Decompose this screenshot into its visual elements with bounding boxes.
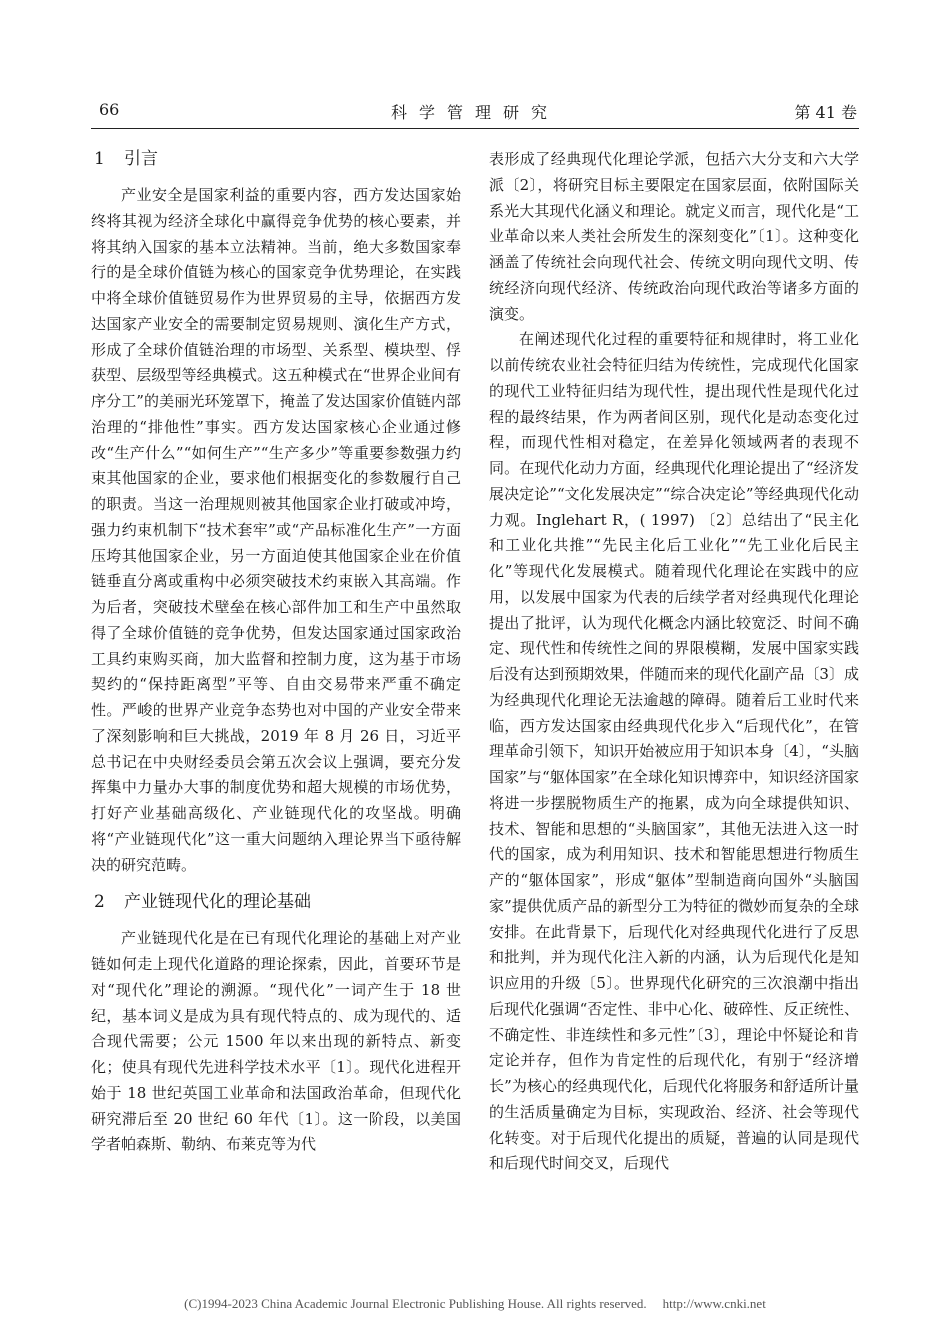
running-header xyxy=(91,100,859,128)
body-paragraph: 在阐述现代化过程的重要特征和规律时，将工业化以前传统农业社会特征归结为传统性，完成现代化国家的现代工业特征归结为现代性，提出现代性是现代化过程的最终结果，作为两者间区别，现代化是动态变化过程，而现代性相对稳定，在差异化领域两者的表现不同。在现代化动力方面，经典现代化理论提出了“经济发展决定论”“文化发展决定”“综合决定论”等经典现代化动力观。Inglehart R，( 1997) 〔2〕总结出了“民主化和工业化共推”“先民主化后工业化”“先工业化后民主化”等现代化发展模式。随着现代化理论在实践中的应用，以发展中国家为代表的后续学者对经典现代化理论提出了批评，认为现代化概念内涵比较宽泛、时间不确定、现代性和传统性之间的界限模糊，发展中国家实践后没有达到预期效果，伴随而来的现代化副产品〔3〕成为经典现代化理论无法逾越的障碍。随着后工业时代来临，西方发达国家由经典现代化步入“后现代化”，在管理革命引领下，知识开始被应用于知识本身〔4〕，“头脑国家”与“躯体国家”在全球化知识博弈中，知识经济国家将进一步摆脱物质生产的拖累，成为向全球提供知识、技术、智能和思想的“头脑国家”，其他无法进入这一时代的国家，成为利用知识、技术和智能思想进行物质生产的“躯体国家”，形成“躯体”型制造商向国外“头脑国家”提供优质产品的新型分工为特征的微妙而复杂的全球安排。在此背景下，后现代化对经典现代化进行了反思和批判，并为现代化注入新的内涵，认为后现代化是知识应用的升级〔5〕。世界现代化研究的三次浪潮中指出后现代化强调“否定性、非中心化、破碎性、反正统性、不确定性、非连续性和多元性”〔3〕，理论中怀疑论和肯定论并存，但作为肯定性的后现代化，有别于“经济增长”为核心的经典现代化，后现代化将服务和舒适所计量的生活质量确定为目标，实现政治、经济、社会等现代化转变。对于后现代化提出的质疑，普遍的认同是现代和后现代时间交叉，后现代 xyxy=(489,330,859,1173)
section-title: 产业链现代化的理论基础 xyxy=(124,892,311,913)
body-paragraph: 产业链现代化是在已有现代化理论的基础上对产业链如何走上现代化道路的理论探索，因此，首要环节是对“现代化”理论的溯源。“现代化”一词产生于 18 世纪，基本词义是成为具有现代特点的、成为现代的、适合现代需要；公元 1500 年以来出现的新特点、新变化；使具有现代先进科学技术水平〔1〕。现代化进程开始于 18 世纪英国工业革命和法国政治革命，但现代化研究滞后至 20 世纪 60 年代〔1〕。这一阶段，以美国学者帕森斯、勒纳、布莱克等为代 xyxy=(91,929,461,1154)
copyright-text: (C)1994-2023 China Academic Journal Electronic Publishing House. All rights reserved. xyxy=(184,1296,647,1311)
body-paragraph: 表形成了经典现代化理论学派，包括六大分支和六大学派〔2〕，将研究目标主要限定在国家层面，依附国际关系光大其现代化涵义和理论。就定义而言，现代化是“工业革命以来人类社会所发生的深刻变化”〔1〕。这种变化涵盖了传统社会向现代社会、传统文明向现代文明、传统经济向现代经济、传统政治向现代政治等诸多方面的演变。 xyxy=(489,150,859,323)
body-paragraph: 产业安全是国家利益的重要内容，西方发达国家始终将其视为经济全球化中赢得竞争优势的核心要素，并将其纳入国家的基本立法精神。当前，绝大多数国家奉行的是全球价值链为核心的国家竞争优势理论，在实践中将全球价值链贸易作为世界贸易的主导，依据西方发达国家产业安全的需要制定贸易规则、演化生产方式，形成了全球价值链治理的市场型、关系型、模块型、俘获型、层级型等经典模式。这五种模式在“世界企业间有序分工”的美丽光环笼罩下，掩盖了发达国家价值链内部治理的“排他性”事实。西方发达国家核心企业通过修改“生产什么”“如何生产”“生产多少”等重要参数强力约束其他国家的企业，要求他们根据变化的参数履行自己的职责。当这一治理规则被其他国家企业打破或冲垮，强力约束机制下“技术套牢”或“产品标准化生产”一方面压垮其他国家企业，另一方面迫使其他国家企业在价值链垂直分离或重构中必须突破技术约束嵌入其高端。作为后者，突破技术壁垒在核心部件加工和生产中虽然取得了全球价值链的竞争优势，但发达国家通过国家政治工具约束购买商，加大监督和控制力度，这为基于市场契约的“保持距离型”平等、自由交易带来严重不确定性。严峻的世界产业竞争态势也对中国的产业安全带来了深刻影响和巨大挑战，2019 年 8 月 26 日，习近平总书记在中央财经委员会第五次会议上强调，要充分发挥集中力量办大事的制度优势和超大规模的市场优势，打好产业基础高级化、产业链现代化的攻坚战。明确将“产业链现代化”这一重大问题纳入理论界当下亟待解决的研究范畴。 xyxy=(91,186,461,874)
page-number: 66 xyxy=(99,100,120,119)
section-heading-theory xyxy=(91,878,461,926)
header-rule xyxy=(91,128,859,129)
section-heading-introduction xyxy=(91,135,461,183)
section-title: 引言 xyxy=(124,149,158,169)
cnki-link[interactable]: http://www.cnki.net xyxy=(662,1296,766,1311)
section-number: 2 xyxy=(94,892,105,913)
volume-label: 第 41 卷 xyxy=(794,103,857,122)
journal-title: 科学管理研究 xyxy=(390,103,559,122)
section-number: 1 xyxy=(94,149,105,169)
copyright-footer xyxy=(0,1296,950,1312)
right-column xyxy=(489,147,859,1177)
left-column xyxy=(91,147,461,1158)
